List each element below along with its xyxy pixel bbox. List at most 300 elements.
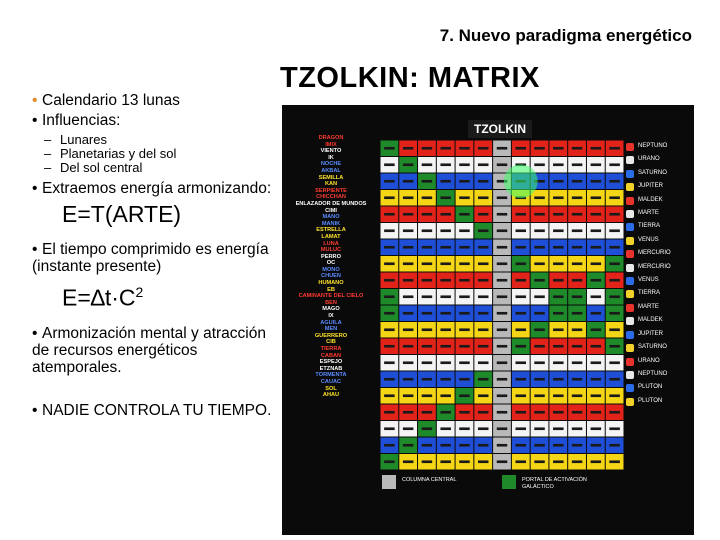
kin-number-glyph-icon (572, 163, 583, 166)
sub-item-planetary: – Planetarias y del sol (44, 146, 177, 161)
kin-number-glyph-icon (516, 460, 527, 463)
kin-number-glyph-icon (422, 361, 433, 364)
kin-number-glyph-icon (591, 147, 602, 150)
kin-number-glyph-icon (553, 411, 564, 414)
kin-number-glyph-icon (609, 295, 620, 298)
kin-number-glyph-icon (572, 378, 583, 381)
seal-label: TORMENTA (315, 372, 347, 379)
seal-label: SOL (325, 385, 337, 392)
kin-number-glyph-icon (516, 411, 527, 414)
kin-number-glyph-icon (516, 312, 527, 315)
bullet-calendar: • Calendario 13 lunas (32, 92, 180, 109)
kin-number-glyph-icon (516, 345, 527, 348)
kin-number-glyph-icon (440, 378, 451, 381)
kin-number-glyph-icon (459, 411, 470, 414)
kin-number-glyph-icon (609, 163, 620, 166)
bullet-dot-icon: • (32, 324, 38, 342)
tzolkin-grid-title: TZOLKIN (468, 120, 532, 138)
kin-number-glyph-icon (403, 196, 414, 199)
kin-number-glyph-icon (384, 345, 395, 348)
kin-number-glyph-icon (384, 295, 395, 298)
kin-number-glyph-icon (591, 444, 602, 447)
planet-glyph-icon (626, 237, 634, 245)
kin-number-glyph-icon (497, 345, 508, 348)
seal-label: AKBAL (321, 167, 341, 174)
kin-number-glyph-icon (572, 460, 583, 463)
kin-number-glyph-icon (534, 147, 545, 150)
planet-glyph-icon (626, 304, 634, 312)
kin-number-glyph-icon (591, 196, 602, 199)
kin-number-glyph-icon (403, 163, 414, 166)
kin-number-glyph-icon (384, 229, 395, 232)
kin-number-glyph-icon (609, 229, 620, 232)
kin-number-glyph-icon (422, 213, 433, 216)
kin-number-glyph-icon (572, 312, 583, 315)
kin-number-glyph-icon (422, 444, 433, 447)
matrix-legend: COLUMNA CENTRAL PORTAL DE ACTIVACIÓN GALÁCTICO (382, 475, 682, 497)
bullet-dot-icon: • (32, 92, 38, 109)
kin-number-glyph-icon (553, 180, 564, 183)
seal-label: CAUAC (320, 378, 342, 385)
kin-number-glyph-icon (422, 411, 433, 414)
kin-number-glyph-icon (553, 427, 564, 430)
planet-glyph-icon (626, 371, 634, 379)
kin-number-glyph-icon (459, 163, 470, 166)
kin-number-glyph-icon (403, 411, 414, 414)
kin-number-glyph-icon (403, 345, 414, 348)
kin-number-glyph-icon (516, 427, 527, 430)
kin-number-glyph-icon (497, 163, 508, 166)
bullet-compressed-time: • El tiempo comprimido es energía (instante presente) (32, 241, 269, 275)
kin-number-glyph-icon (440, 180, 451, 183)
kin-number-glyph-icon (497, 147, 508, 150)
kin-number-glyph-icon (591, 295, 602, 298)
kin-number-glyph-icon (609, 246, 620, 249)
kin-number-glyph-icon (553, 312, 564, 315)
kin-number-glyph-icon (534, 345, 545, 348)
seal-label: CIB (326, 339, 336, 346)
kin-number-glyph-icon (497, 213, 508, 216)
kin-number-glyph-icon (516, 229, 527, 232)
planet-label: MERCURIO (626, 261, 694, 274)
seal-label: BEN (325, 299, 337, 306)
kin-number-glyph-icon (478, 295, 489, 298)
kin-number-glyph-icon (422, 229, 433, 232)
kin-number-glyph-icon (534, 328, 545, 331)
kin-number-glyph-icon (609, 411, 620, 414)
seal-label: MULUC (320, 247, 342, 254)
kin-number-glyph-icon (553, 394, 564, 397)
kin-number-glyph-icon (422, 295, 433, 298)
kin-number-glyph-icon (478, 229, 489, 232)
kin-number-glyph-icon (497, 394, 508, 397)
kin-number-glyph-icon (440, 229, 451, 232)
kin-number-glyph-icon (384, 328, 395, 331)
kin-number-glyph-icon (516, 246, 527, 249)
seal-label: EB (327, 286, 335, 293)
kin-number-glyph-icon (478, 328, 489, 331)
kin-number-glyph-icon (591, 328, 602, 331)
kin-number-glyph-icon (497, 361, 508, 364)
kin-number-glyph-icon (478, 460, 489, 463)
kin-number-glyph-icon (440, 262, 451, 265)
bullet-dot-icon: • (32, 180, 38, 197)
kin-number-glyph-icon (591, 361, 602, 364)
kin-number-glyph-icon (422, 196, 433, 199)
kin-number-glyph-icon (534, 460, 545, 463)
kin-number-glyph-icon (440, 394, 451, 397)
kin-number-glyph-icon (609, 427, 620, 430)
planet-label: MARTE (626, 207, 694, 220)
planet-label: SATURNO (626, 341, 694, 354)
kin-number-glyph-icon (572, 361, 583, 364)
kin-number-glyph-icon (534, 163, 545, 166)
kin-number-glyph-icon (516, 213, 527, 216)
seal-label: ESTRELLA (316, 227, 346, 234)
kin-number-glyph-icon (591, 460, 602, 463)
planet-label: MALDEK (626, 314, 694, 327)
planet-glyph-icon (626, 398, 634, 406)
kin-number-glyph-icon (591, 213, 602, 216)
portal-swatch (502, 475, 516, 489)
kin-number-glyph-icon (422, 312, 433, 315)
seal-label: ETZNAB (319, 365, 343, 372)
kin-number-glyph-icon (534, 394, 545, 397)
seal-label: IX (328, 313, 334, 320)
planet-glyph-icon (626, 170, 634, 178)
seal-label: LUNA (323, 240, 339, 247)
bullet-nobody-controls: • NADIE CONTROLA TU TIEMPO. (32, 401, 272, 419)
kin-number-glyph-icon (591, 229, 602, 232)
kin-number-glyph-icon (459, 361, 470, 364)
kin-number-glyph-icon (534, 262, 545, 265)
matrix-title: TZOLKIN: MATRIX (280, 62, 540, 94)
kin-number-glyph-icon (609, 213, 620, 216)
kin-number-glyph-icon (422, 394, 433, 397)
kin-number-glyph-icon (553, 345, 564, 348)
planet-glyph-icon (626, 210, 634, 218)
kin-number-glyph-icon (459, 196, 470, 199)
kin-number-glyph-icon (553, 246, 564, 249)
kin-number-glyph-icon (591, 345, 602, 348)
kin-number-glyph-icon (516, 361, 527, 364)
kin-number-glyph-icon (572, 394, 583, 397)
kin-number-glyph-icon (459, 378, 470, 381)
kin-number-glyph-icon (497, 460, 508, 463)
kin-number-glyph-icon (422, 163, 433, 166)
kin-number-glyph-icon (534, 246, 545, 249)
kin-number-glyph-icon (534, 378, 545, 381)
bullet-influences: • Influencias: (32, 112, 121, 129)
bullet-list (32, 92, 272, 419)
planet-label: NEPTUNO (626, 140, 694, 153)
seal-label: MONO (322, 266, 340, 273)
kin-number-glyph-icon (384, 361, 395, 364)
seal-label: KAN (324, 181, 338, 188)
kin-number-glyph-icon (572, 262, 583, 265)
kin-number-glyph-icon (440, 427, 451, 430)
seal-label: IK (328, 154, 334, 161)
kin-number-glyph-icon (384, 427, 395, 430)
central-column-swatch (382, 475, 396, 489)
kin-number-glyph-icon (553, 444, 564, 447)
seal-label: IMIX (325, 141, 337, 148)
seal-label: AHAU (322, 392, 340, 399)
kin-number-glyph-icon (591, 312, 602, 315)
influences-sublist (44, 133, 272, 175)
seal-label: MANIK (321, 220, 341, 227)
kin-number-glyph-icon (384, 444, 395, 447)
planet-glyph-icon (626, 156, 634, 164)
planet-label: JUPITER (626, 328, 694, 341)
kin-number-glyph-icon (403, 361, 414, 364)
seal-label: MEN (324, 326, 338, 333)
kin-number-glyph-icon (440, 279, 451, 282)
kin-number-glyph-icon (384, 180, 395, 183)
kin-number-glyph-icon (478, 427, 489, 430)
seal-label: PERRO (321, 253, 341, 260)
planet-glyph-icon (626, 183, 634, 191)
sub-item-lunar: – Lunares (44, 132, 107, 147)
seal-label: GUERRERO (314, 332, 348, 339)
kin-number-glyph-icon (591, 180, 602, 183)
kin-number-glyph-icon (553, 460, 564, 463)
kin-number-glyph-icon (422, 262, 433, 265)
kin-number-glyph-icon (384, 196, 395, 199)
planet-label: MALDEK (626, 194, 694, 207)
kin-number-glyph-icon (553, 262, 564, 265)
kin-number-glyph-icon (459, 279, 470, 282)
kin-number-glyph-icon (609, 394, 620, 397)
planet-glyph-icon (626, 264, 634, 272)
kin-number-glyph-icon (609, 378, 620, 381)
kin-number-glyph-icon (403, 444, 414, 447)
kin-number-glyph-icon (553, 147, 564, 150)
kin-number-glyph-icon (478, 213, 489, 216)
seal-label: ENLAZADOR DE MUNDOS (295, 200, 367, 207)
kin-number-glyph-icon (440, 196, 451, 199)
kin-number-glyph-icon (591, 279, 602, 282)
tzolkin-grid (380, 140, 624, 470)
planet-label: PLUTON (626, 381, 694, 394)
kin-number-glyph-icon (534, 279, 545, 282)
kin-number-glyph-icon (497, 312, 508, 315)
planet-label: MARTE (626, 301, 694, 314)
kin-number-glyph-icon (440, 444, 451, 447)
kin-number-glyph-icon (609, 460, 620, 463)
kin-number-glyph-icon (459, 229, 470, 232)
kin-number-glyph-icon (440, 411, 451, 414)
kin-number-glyph-icon (516, 295, 527, 298)
seal-label: TIERRA (320, 346, 342, 352)
kin-number-glyph-icon (440, 361, 451, 364)
bullet-energy: • Extraemos energía armonizando: (32, 180, 272, 197)
kin-number-glyph-icon (609, 312, 620, 315)
planet-glyph-icon (626, 344, 634, 352)
kin-number-glyph-icon (572, 345, 583, 348)
seal-label: OC (326, 260, 336, 267)
planet-label: URANO (626, 355, 694, 368)
kin-number-glyph-icon (459, 444, 470, 447)
kin-number-glyph-icon (403, 328, 414, 331)
kin-number-glyph-icon (516, 444, 527, 447)
kin-number-glyph-icon (609, 345, 620, 348)
seal-label: LAMAT (321, 233, 341, 240)
kin-number-glyph-icon (459, 460, 470, 463)
planet-label: NEPTUNO (626, 368, 694, 381)
kin-number-glyph-icon (403, 262, 414, 265)
kin-number-glyph-icon (516, 328, 527, 331)
kin-number-glyph-icon (384, 411, 395, 414)
tzolkin-matrix-image (282, 105, 694, 535)
highlight-glow-icon (504, 164, 538, 198)
seal-label: MANO (322, 214, 340, 221)
sub-item-central-sun: – Del sol central (44, 160, 143, 175)
kin-number-glyph-icon (553, 295, 564, 298)
kin-number-glyph-icon (497, 328, 508, 331)
kin-number-glyph-icon (403, 312, 414, 315)
kin-number-glyph-icon (572, 427, 583, 430)
kin-number-glyph-icon (572, 411, 583, 414)
kin-number-glyph-icon (534, 229, 545, 232)
kin-number-glyph-icon (609, 147, 620, 150)
planet-glyph-icon (626, 223, 634, 231)
kin-number-glyph-icon (534, 361, 545, 364)
seal-label: CABAN (320, 352, 342, 359)
seal-label: CIMI (325, 207, 337, 214)
formula-delta-t: $E=\Delta t\cdot C^2$ (62, 284, 144, 311)
kin-number-glyph-icon (478, 378, 489, 381)
planet-glyph-icon (626, 250, 634, 258)
kin-number-glyph-icon (572, 444, 583, 447)
seal-label: SERPIENTE (315, 187, 347, 194)
kin-number-glyph-icon (403, 229, 414, 232)
kin-number-glyph-icon (478, 163, 489, 166)
kin-number-glyph-icon (384, 378, 395, 381)
kin-number-glyph-icon (534, 444, 545, 447)
kin-number-glyph-icon (497, 262, 508, 265)
kin-number-glyph-icon (572, 196, 583, 199)
kin-number-glyph-icon (403, 246, 414, 249)
kin-number-glyph-icon (478, 262, 489, 265)
kin-number-glyph-icon (403, 147, 414, 150)
kin-number-glyph-icon (478, 345, 489, 348)
planet-glyph-icon (626, 290, 634, 298)
bullet-dot-icon: • (32, 112, 38, 129)
kin-number-glyph-icon (516, 378, 527, 381)
kin-number-glyph-icon (572, 229, 583, 232)
kin-number-glyph-icon (534, 312, 545, 315)
kin-number-glyph-icon (497, 279, 508, 282)
kin-number-glyph-icon (459, 213, 470, 216)
kin-number-glyph-icon (459, 427, 470, 430)
planet-labels (626, 140, 694, 408)
kin-number-glyph-icon (459, 147, 470, 150)
kin-number-glyph-icon (572, 213, 583, 216)
kin-number-glyph-icon (591, 262, 602, 265)
kin-number-glyph-icon (459, 312, 470, 315)
kin-number-glyph-icon (609, 361, 620, 364)
planet-glyph-icon (626, 358, 634, 366)
kin-number-glyph-icon (384, 279, 395, 282)
kin-number-glyph-icon (384, 147, 395, 150)
seal-labels (284, 135, 378, 399)
kin-number-glyph-icon (497, 246, 508, 249)
kin-number-glyph-icon (384, 460, 395, 463)
kin-number-glyph-icon (572, 246, 583, 249)
slide-header: 7. Nuevo paradigma energético (439, 26, 692, 45)
planet-label: URANO (626, 153, 694, 166)
planet-label: MERCURIO (626, 247, 694, 260)
kin-number-glyph-icon (459, 246, 470, 249)
kin-number-glyph-icon (591, 246, 602, 249)
kin-number-glyph-icon (440, 147, 451, 150)
planet-glyph-icon (626, 143, 634, 151)
kin-number-glyph-icon (384, 246, 395, 249)
kin-number-glyph-icon (497, 444, 508, 447)
kin-number-glyph-icon (422, 460, 433, 463)
kin-number-glyph-icon (403, 279, 414, 282)
kin-number-glyph-icon (403, 378, 414, 381)
kin-number-glyph-icon (384, 163, 395, 166)
kin-number-glyph-icon (553, 361, 564, 364)
planet-label: SATURNO (626, 167, 694, 180)
seal-label: HUMANO (318, 280, 344, 287)
kin-number-glyph-icon (478, 246, 489, 249)
seal-label: SEMILLA (318, 174, 344, 181)
kin-number-glyph-icon (553, 163, 564, 166)
kin-number-glyph-icon (534, 295, 545, 298)
kin-number-glyph-icon (459, 180, 470, 183)
kin-number-glyph-icon (609, 279, 620, 282)
kin-number-glyph-icon (609, 328, 620, 331)
kin-number-glyph-icon (459, 394, 470, 397)
kin-number-glyph-icon (553, 229, 564, 232)
kin-number-glyph-icon (459, 295, 470, 298)
kin-number-glyph-icon (591, 163, 602, 166)
kin-number-glyph-icon (516, 262, 527, 265)
kin-number-glyph-icon (403, 180, 414, 183)
formula-arte: E=T(ARTE) (62, 201, 182, 227)
kin-number-glyph-icon (478, 312, 489, 315)
kin-number-glyph-icon (478, 411, 489, 414)
kin-number-glyph-icon (422, 279, 433, 282)
kin-number-glyph-icon (440, 460, 451, 463)
kin-number-glyph-icon (459, 328, 470, 331)
kin-number-glyph-icon (440, 246, 451, 249)
kin-number-glyph-icon (403, 213, 414, 216)
seal-label: AGUILA (320, 319, 342, 326)
kin-number-glyph-icon (422, 328, 433, 331)
planet-glyph-icon (626, 331, 634, 339)
kin-number-glyph-icon (422, 147, 433, 150)
kin-number-glyph-icon (553, 328, 564, 331)
kin-number-glyph-icon (459, 262, 470, 265)
kin-number-glyph-icon (478, 279, 489, 282)
kin-number-glyph-icon (609, 196, 620, 199)
planet-glyph-icon (626, 197, 634, 205)
kin-number-glyph-icon (497, 295, 508, 298)
seal-label: NOCHE (320, 161, 342, 168)
kin-number-glyph-icon (572, 279, 583, 282)
kin-number-glyph-icon (553, 378, 564, 381)
planet-label: TIERRA (626, 220, 694, 233)
planet-label: VENUS (626, 234, 694, 247)
planet-label: JUPITER (626, 180, 694, 193)
planet-glyph-icon (626, 317, 634, 325)
kin-number-glyph-icon (609, 180, 620, 183)
planet-glyph-icon (626, 277, 634, 285)
